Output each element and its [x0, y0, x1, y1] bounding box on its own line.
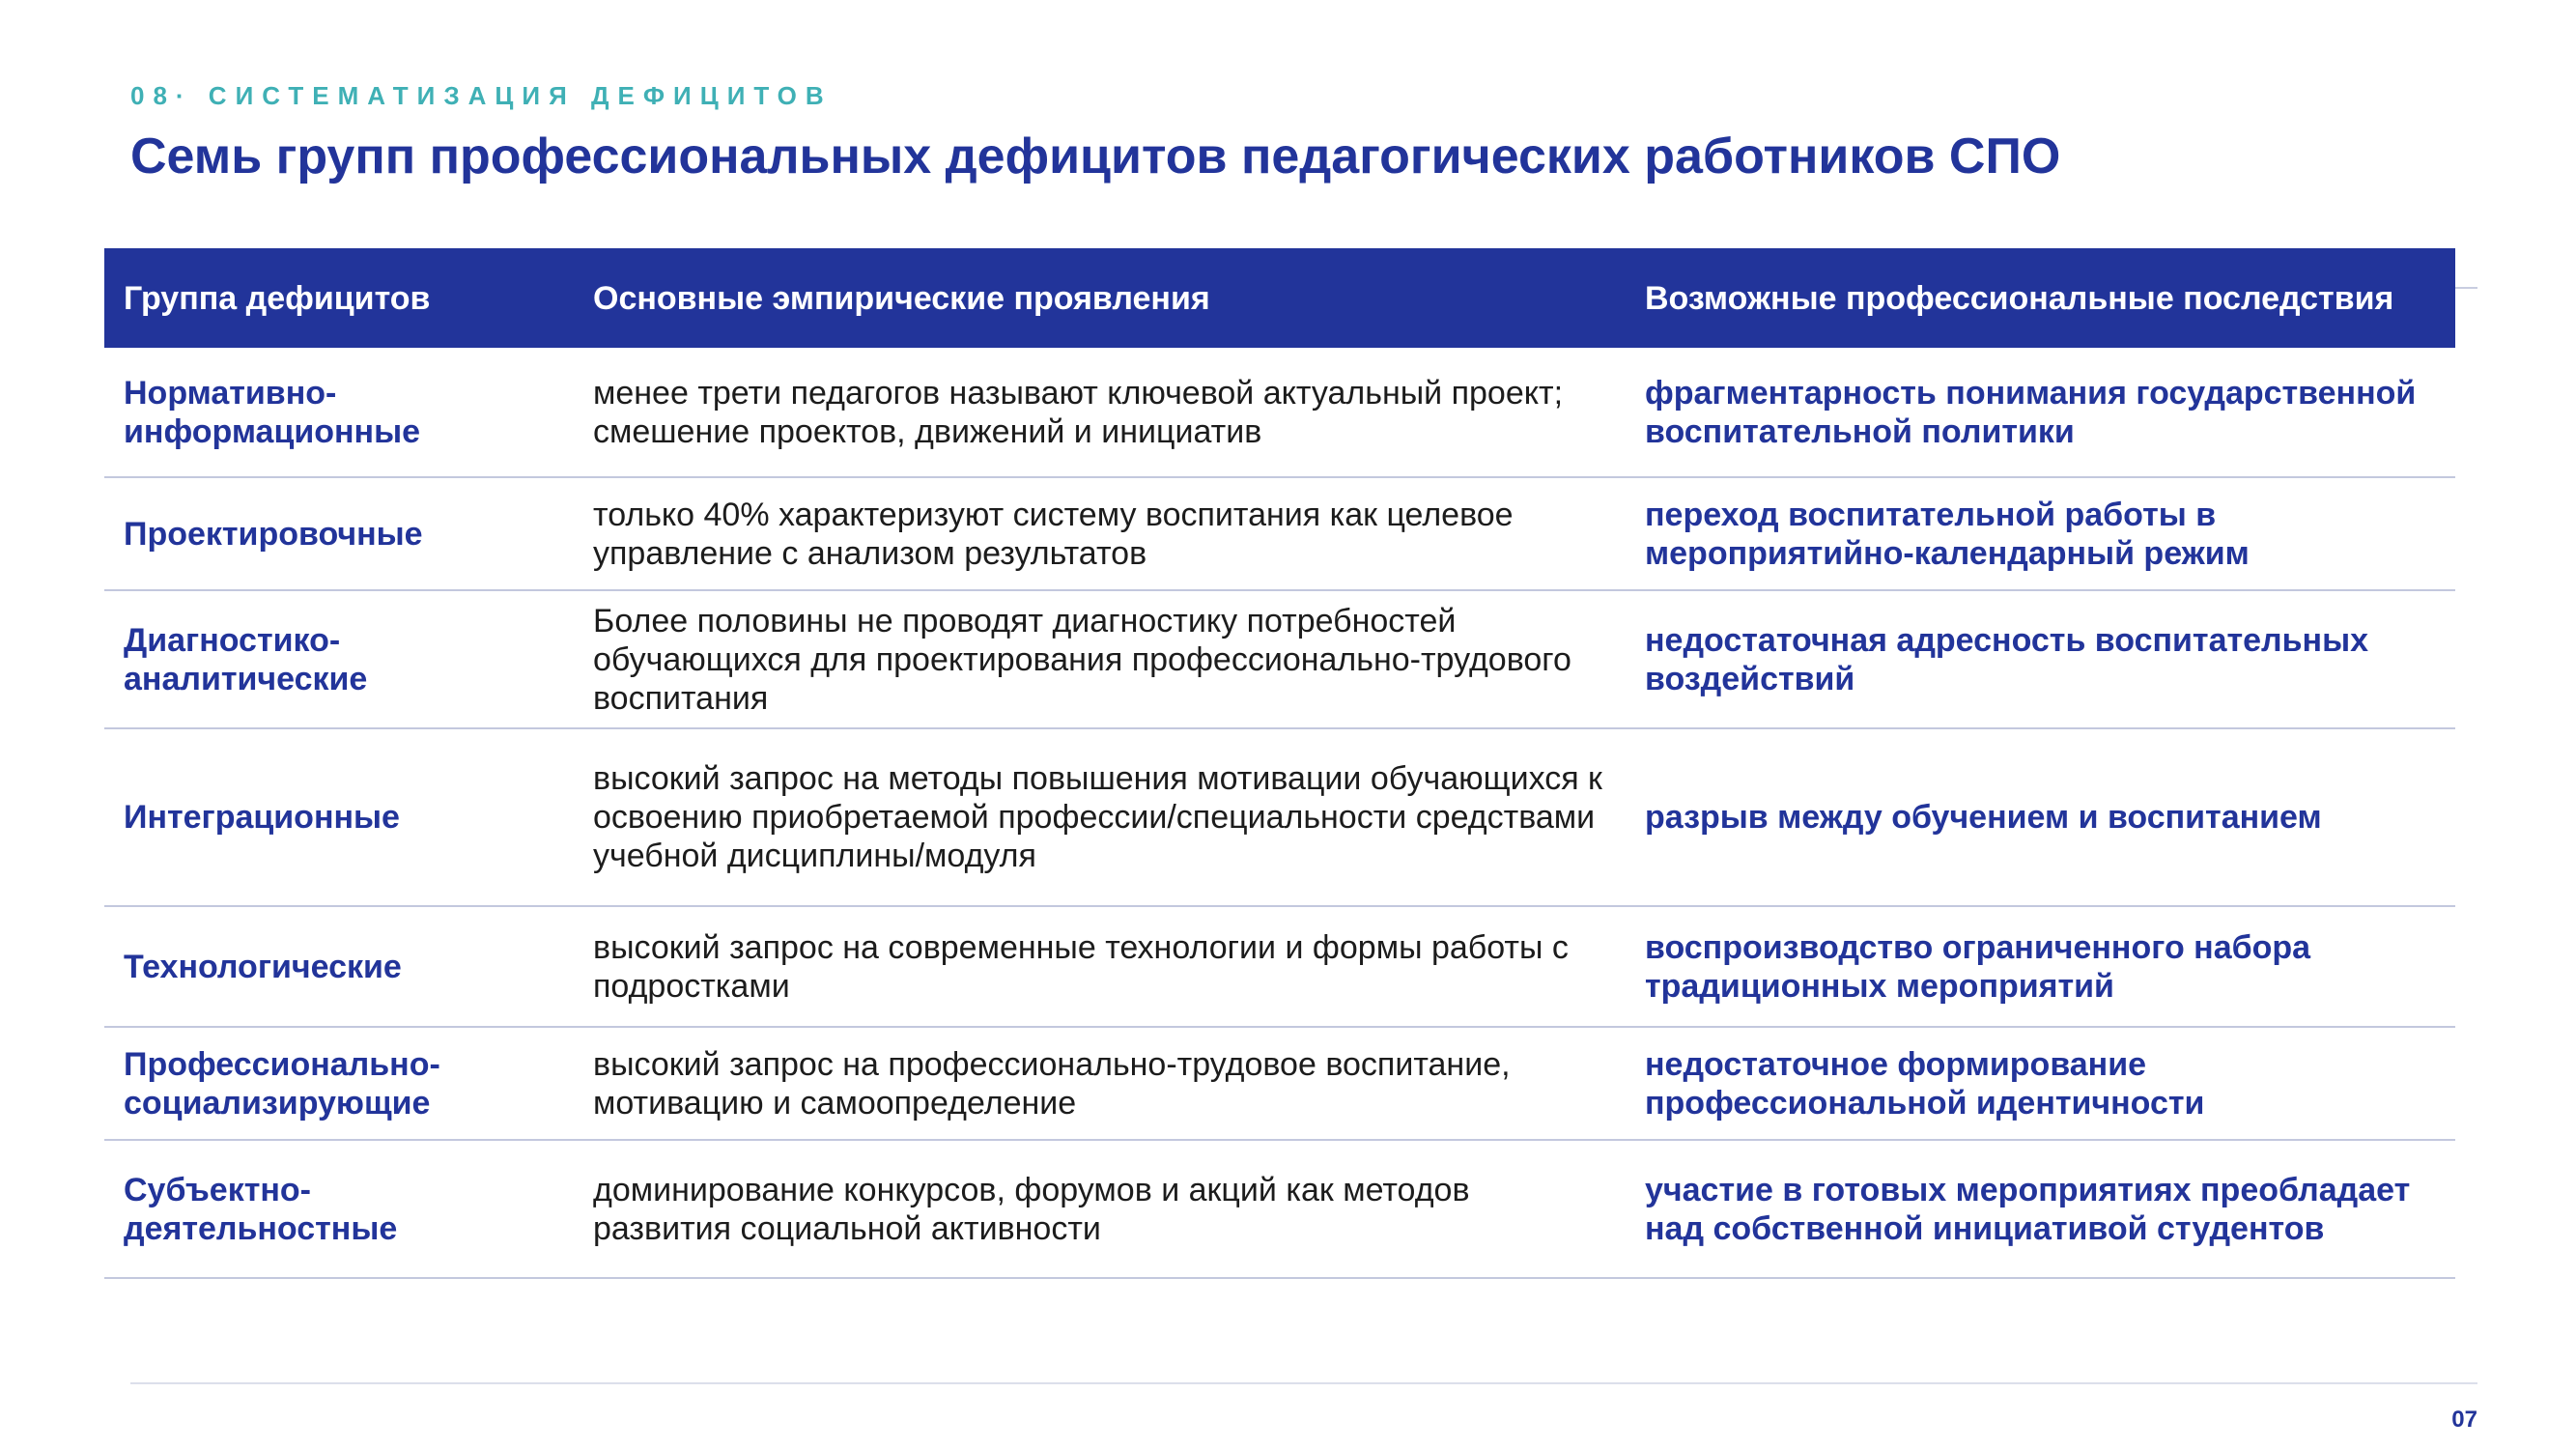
footer-divider — [130, 1382, 2477, 1384]
table-row — [104, 590, 2455, 728]
consequence-cell: воспроизводство ограниченного набора традиционных мероприятий — [1626, 906, 2455, 1027]
evidence-cell: высокий запрос на профессионально-трудовое воспитание, мотивацию и самоопределение — [574, 1027, 1626, 1140]
consequence-cell: недостаточная адресность воспитательных воздействий — [1626, 590, 2455, 728]
table-row — [104, 1140, 2455, 1278]
evidence-cell: высокий запрос на современные технологии и формы работы с подростками — [574, 906, 1626, 1027]
group-cell: Технологические — [104, 906, 574, 1027]
table-row — [104, 477, 2455, 590]
group-cell: Проектировочные — [104, 477, 574, 590]
consequence-cell: фрагментарность понимания государственной воспитательной политики — [1626, 348, 2455, 477]
evidence-cell: высокий запрос на методы повышения мотивации обучающихся к освоению приобретаемой профессии/специальности средствами учебной дисциплины/модуля — [574, 728, 1626, 906]
table-row — [104, 906, 2455, 1027]
consequence-cell: разрыв между обучением и воспитанием — [1626, 728, 2455, 906]
consequence-cell: участие в готовых мероприятиях преобладает над собственной инициативой студентов — [1626, 1140, 2455, 1278]
table-row — [104, 1027, 2455, 1140]
consequence-cell: недостаточное формирование профессиональной идентичности — [1626, 1027, 2455, 1140]
column-header-group: Группа дефицитов — [104, 248, 574, 348]
evidence-cell: только 40% характеризуют систему воспитания как целевое управление с анализом результатов — [574, 477, 1626, 590]
evidence-cell: Более половины не проводят диагностику потребностей обучающихся для проектирования профессионально-трудового воспитания — [574, 590, 1626, 728]
page-number: 07 — [2451, 1406, 2477, 1433]
header-divider — [2451, 287, 2477, 289]
group-cell: Диагностико-аналитические — [104, 590, 574, 728]
column-header-consequence: Возможные профессиональные последствия — [1626, 248, 2455, 348]
table-header-row — [104, 248, 2455, 348]
group-cell: Интеграционные — [104, 728, 574, 906]
column-header-evidence: Основные эмпирические проявления — [574, 248, 1626, 348]
page-title: Семь групп профессиональных дефицитов педагогических работников СПО — [130, 128, 2061, 185]
evidence-cell: менее трети педагогов называют ключевой актуальный проект; смешение проектов, движений и инициатив — [574, 348, 1626, 477]
evidence-cell: доминирование конкурсов, форумов и акций как методов развития социальной активности — [574, 1140, 1626, 1278]
consequence-cell: переход воспитательной работы в мероприятийно-календарный режим — [1626, 477, 2455, 590]
group-cell: Профессионально-социализирующие — [104, 1027, 574, 1140]
table-row — [104, 728, 2455, 906]
section-eyebrow: 08· СИСТЕМАТИЗАЦИЯ ДЕФИЦИТОВ — [130, 81, 833, 110]
table-row — [104, 348, 2455, 477]
deficits-table — [104, 248, 2455, 1279]
group-cell: Субъектно-деятельностные — [104, 1140, 574, 1278]
group-cell: Нормативно-информационные — [104, 348, 574, 477]
